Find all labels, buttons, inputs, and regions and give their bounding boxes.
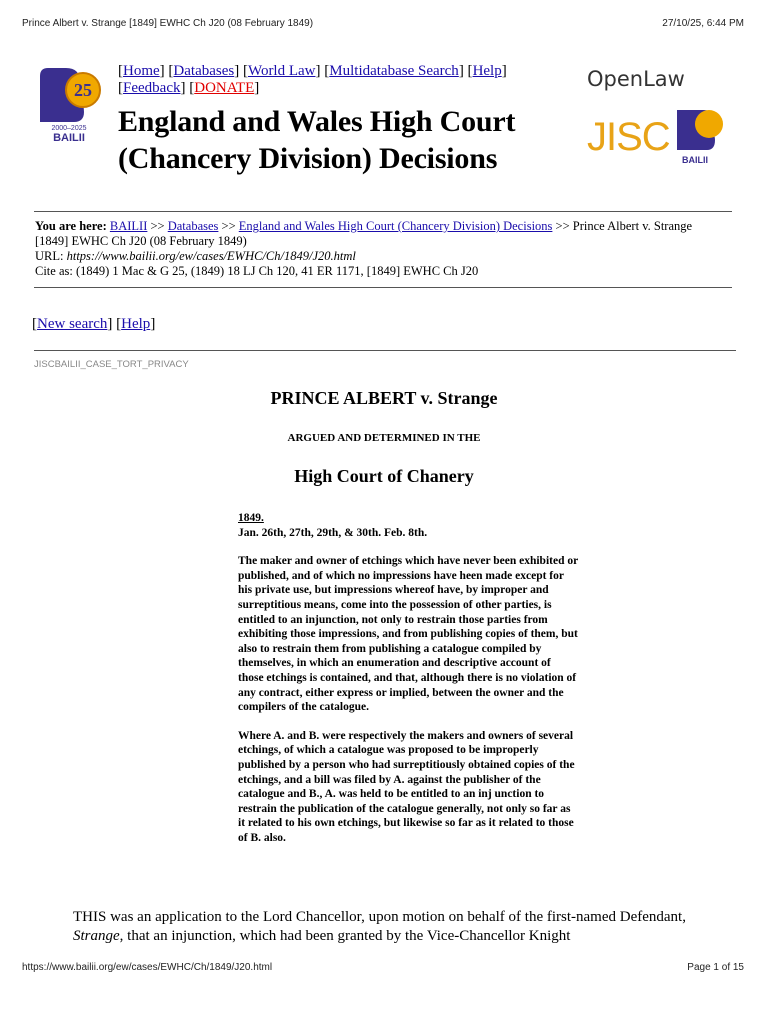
breadcrumb-court-link[interactable]: England and Wales High Court (Chancery Division) Decisions — [238, 219, 553, 233]
databases-link[interactable]: Databases — [173, 63, 235, 79]
jisc-logo: JISC — [587, 115, 670, 159]
openlaw-logo: OpenLaw — [587, 67, 685, 91]
print-header-title: Prince Albert v. Strange [1849] EWHC Ch J20 (08 February 1849) — [22, 18, 314, 29]
logo-years: 2000–2025 — [51, 125, 87, 132]
print-footer-url: https://www.bailii.org/ew/cases/EWHC/Ch/1849/J20.html — [22, 962, 273, 973]
new-search-link[interactable]: New search — [37, 316, 108, 332]
help-link[interactable]: Help — [472, 63, 502, 79]
breadcrumb-bailii-link[interactable]: BAILII — [109, 219, 148, 233]
court-title-line1: England and Wales High Court — [118, 105, 516, 138]
court-name: High Court of Chanery — [294, 466, 474, 486]
cite-label: Cite as: — [35, 264, 73, 278]
citation: (1849) 1 Mac & G 25, (1849) 18 LJ Ch 120, 41 ER 1171, [1849] EWHC Ch J20 — [75, 264, 479, 278]
divider-bottom — [34, 350, 736, 351]
divider-top — [34, 211, 732, 212]
home-link[interactable]: Home — [123, 63, 160, 79]
logo-brand: BAILII — [53, 132, 85, 144]
world-law-link[interactable]: World Law — [247, 63, 316, 79]
body-text-italic: Strange — [73, 927, 120, 944]
url-label: URL: — [35, 249, 64, 263]
partner-logos[interactable] — [585, 64, 735, 174]
body-text-part2: , that an injunction, which had been granted by the Vice-Chancellor Knight — [119, 927, 571, 944]
case-title: PRINCE ALBERT v. Strange — [270, 388, 498, 408]
top-nav: [Home] [Databases] [World Law] [Multidatabase Search] [Help] [Feedback] [DONATE] — [118, 63, 507, 96]
court-title-line2: (Chancery Division) Decisions — [118, 142, 498, 175]
breadcrumb-sep: >> — [555, 219, 570, 233]
print-header-datetime: 27/10/25, 6:44 PM — [662, 18, 744, 29]
bailii-25-logo[interactable] — [36, 64, 106, 144]
headnote-paragraph-2: Where A. and B. were respectively the makers and owners of several etchings, of which a catalogue was proposed to be improperly published by a person who had surreptitiously obtained copies of the etchings, and a bill was filed by A. against the publisher of the catalogue and B., A. was held to be entitled to an inj unction to restrain the publication of the catalogue generally, not only so far as it related to his own etchings, but likewise so far as it related to those of B. also. — [238, 729, 575, 844]
breadcrumb — [35, 219, 725, 279]
case-url: https://www.bailii.org/ew/cases/EWHC/Ch/1849/J20.html — [66, 249, 356, 263]
bailii-small-logo: BAILII — [682, 155, 708, 165]
judgment-body — [73, 908, 713, 945]
donate-link[interactable]: DONATE — [194, 80, 255, 96]
breadcrumb-current: Prince Albert v. Strange [1849] EWHC Ch J20 (08 February 1849) — [35, 219, 693, 248]
body-text-part1: THIS was an application to the Lord Chancellor, upon motion on behalf of the first-named Defendant, — [73, 909, 686, 925]
search-help-link[interactable]: Help — [121, 316, 151, 332]
case-dates: Jan. 26th, 27th, 29th, & 30th. Feb. 8th. — [238, 526, 428, 539]
headnote — [238, 511, 578, 859]
print-footer — [22, 962, 744, 973]
case-year: 1849. — [238, 512, 264, 524]
divider-mid — [34, 287, 732, 288]
breadcrumb-sep: >> — [221, 219, 236, 233]
breadcrumb-sep: >> — [150, 219, 165, 233]
case-tag: JISCBAILII_CASE_TORT_PRIVACY — [34, 359, 189, 370]
print-footer-page: Page 1 of 15 — [687, 962, 744, 973]
court-title — [118, 103, 588, 177]
logo-anniversary: 25 — [74, 80, 92, 100]
breadcrumb-databases-link[interactable]: Databases — [167, 219, 219, 233]
breadcrumb-label: You are here: — [35, 219, 107, 233]
search-nav: [New search] [Help] — [32, 316, 156, 332]
print-header — [22, 18, 744, 29]
multidatabase-search-link[interactable]: Multidatabase Search — [329, 63, 459, 79]
argued-heading: ARGUED AND DETERMINED IN THE — [287, 432, 481, 444]
feedback-link[interactable]: Feedback — [123, 80, 181, 96]
headnote-paragraph-1: The maker and owner of etchings which have never been exhibited or published, and of which no impressions have heen made except for his private use, but impressions whereof have, by improper and surreptitious means, come into the possession of other parties, is entitled to an injunction, not only to restrain those parties from exhibiting those impressions, and from publishing copies of them, but also to restrain them from publishing a catalogue compiled by themselves, in which an enumeration and descriptive account of those etchings is contained, and that, although there is no violation of any contract, either express or implied, between the owner and the compilers of the catalogue. — [238, 555, 579, 714]
